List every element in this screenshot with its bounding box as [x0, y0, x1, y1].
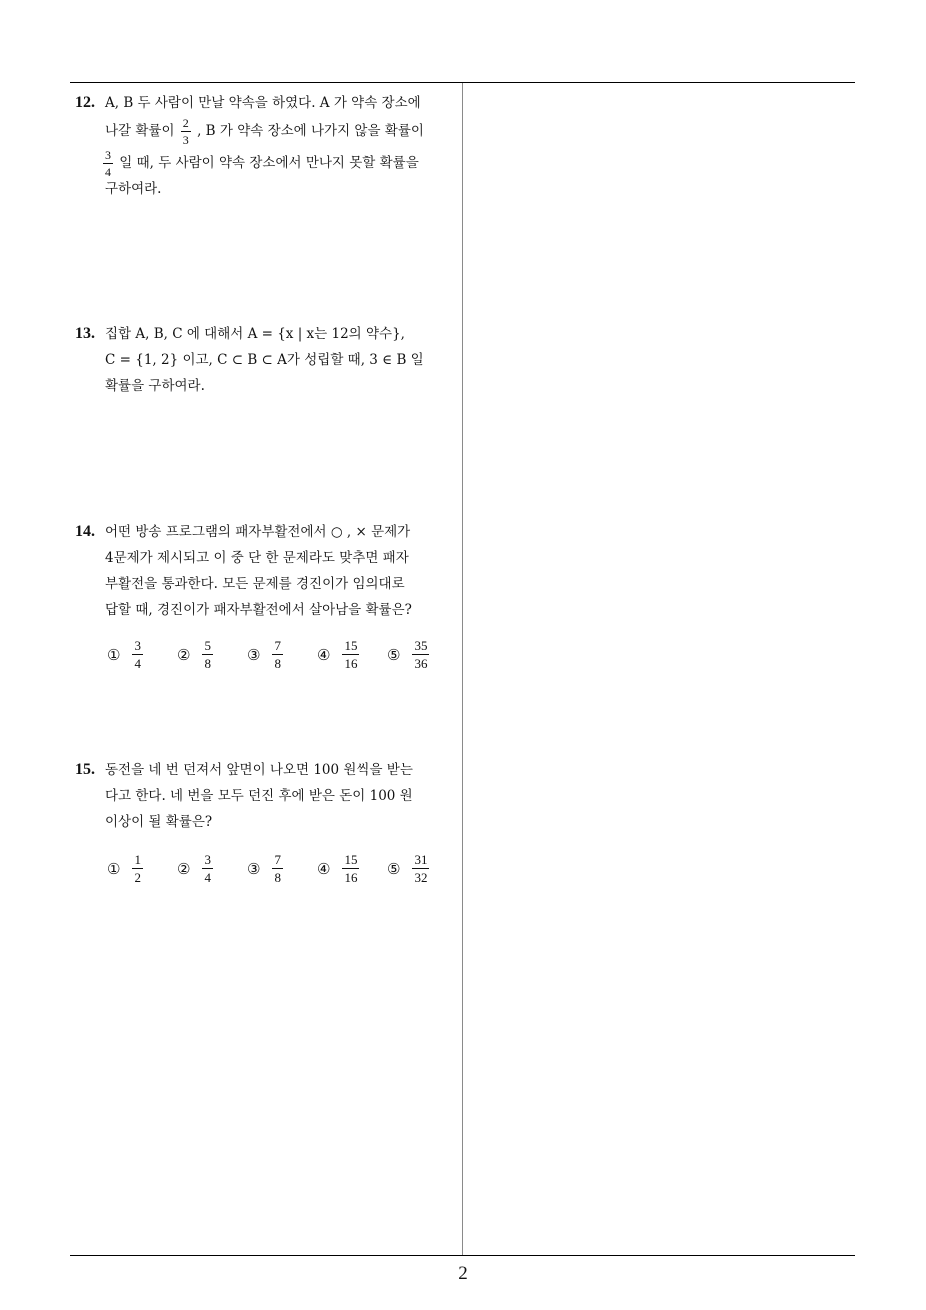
fraction-denominator: 16: [344, 656, 358, 671]
fraction: [342, 853, 359, 884]
fraction: [103, 149, 113, 178]
answer-choice-4[interactable]: [317, 639, 387, 670]
problem-text-line: C = {1, 2} 이고, C ⊂ B ⊂ A가 성립할 때, 3 ∈ B 일: [105, 352, 424, 368]
fraction-denominator: 4: [134, 656, 141, 671]
problem-text-line: 다고 한다. 네 번을 모두 던진 후에 받은 돈이 100 원: [105, 788, 413, 804]
choice-number-icon: ③: [247, 859, 261, 878]
fraction: [272, 853, 283, 884]
problem-text-line: 부활전을 통과한다. 모든 문제를 경진이가 임의대로: [105, 576, 405, 592]
fraction-numerator: 15: [344, 852, 358, 867]
page-number: 2: [458, 1263, 468, 1284]
answer-choice-5[interactable]: [387, 853, 457, 884]
answer-choice-3[interactable]: [247, 639, 317, 670]
fraction-numerator: 3: [134, 638, 141, 653]
fraction-denominator: 8: [204, 656, 211, 671]
problem-13: [75, 321, 457, 401]
fraction: [412, 639, 429, 670]
fraction-denominator: 4: [105, 165, 111, 179]
problem-number: 14.: [75, 523, 95, 540]
problem-text-line: A, B 두 사람이 만날 약속을 하였다. A 가 약속 장소에: [105, 95, 421, 111]
problem-text-line: [105, 116, 424, 146]
fraction-numerator: 5: [204, 638, 211, 653]
fraction-denominator: 4: [204, 870, 211, 885]
fraction: [132, 853, 143, 884]
choice-number-icon: ①: [107, 859, 121, 878]
fraction-denominator: 8: [274, 870, 281, 885]
answer-choice-1[interactable]: [107, 853, 177, 884]
fraction-numerator: 7: [274, 638, 281, 653]
problem-number: 12.: [75, 94, 95, 111]
choice-number-icon: ①: [107, 645, 121, 664]
problem-text-line: 답할 때, 경진이가 패자부활전에서 살아남을 확률은?: [105, 602, 412, 618]
fraction-numerator: 3: [204, 852, 211, 867]
fraction-numerator: 2: [182, 116, 189, 130]
problem-text-line: 동전을 네 번 던져서 앞면이 나오면 100 원씩을 받는: [105, 762, 413, 778]
problem-number: 15.: [75, 761, 95, 778]
answer-choices: [107, 853, 457, 884]
problem-12: [75, 90, 457, 210]
choice-number-icon: ④: [317, 645, 331, 664]
choice-number-icon: ④: [317, 859, 331, 878]
problem-text-line: 4문제가 제시되고 이 중 단 한 문제라도 맞추면 패자: [105, 550, 409, 566]
choice-number-icon: ②: [177, 645, 191, 664]
fraction: [181, 117, 191, 146]
choice-number-icon: ⑤: [387, 645, 401, 664]
fraction-denominator: 8: [274, 656, 281, 671]
fraction-denominator: 2: [134, 870, 141, 885]
column-divider: [462, 83, 463, 1256]
problem-text-line: 어떤 방송 프로그램의 패자부활전에서 ○ , × 문제가: [105, 524, 411, 540]
fraction-denominator: 3: [182, 133, 189, 147]
fraction-denominator: 32: [414, 870, 428, 885]
fraction-denominator: 36: [414, 656, 428, 671]
fraction-numerator: 15: [344, 638, 358, 653]
fraction-numerator: 3: [105, 148, 111, 162]
answer-choice-4[interactable]: [317, 853, 387, 884]
fraction: [202, 639, 213, 670]
text-segment: 나갈 확률이: [105, 123, 175, 139]
answer-choices: [107, 639, 457, 670]
answer-choice-3[interactable]: [247, 853, 317, 884]
problem-text-line: 이상이 될 확률은?: [105, 814, 213, 830]
choice-number-icon: ③: [247, 645, 261, 664]
choice-number-icon: ②: [177, 859, 191, 878]
fraction: [202, 853, 213, 884]
fraction: [132, 639, 143, 670]
fraction: [342, 639, 359, 670]
answer-choice-1[interactable]: [107, 639, 177, 670]
problem-number: 13.: [75, 325, 95, 342]
answer-choice-2[interactable]: [177, 853, 247, 884]
fraction-numerator: 1: [134, 852, 141, 867]
problem-text-line: 구하여라.: [105, 181, 162, 197]
fraction-numerator: 31: [414, 852, 428, 867]
answer-choice-5[interactable]: [387, 639, 457, 670]
fraction: [412, 853, 429, 884]
answer-choice-2[interactable]: [177, 639, 247, 670]
fraction-denominator: 16: [344, 870, 358, 885]
fraction-numerator: 7: [274, 852, 281, 867]
problem-15: [75, 757, 457, 897]
choice-number-icon: ⑤: [387, 859, 401, 878]
bottom-rule: [70, 1255, 855, 1256]
fraction-numerator: 35: [414, 638, 428, 653]
problem-text-line: [105, 148, 419, 178]
text-segment: , B 가 약속 장소에 나가지 않을 확률이: [197, 123, 424, 139]
problem-14: [75, 519, 457, 684]
text-segment: 일 때, 두 사람이 약속 장소에서 만나지 못할 확률을: [119, 155, 419, 171]
problem-text-line: 확률을 구하여라.: [105, 378, 205, 394]
fraction: [272, 639, 283, 670]
problem-text-line: 집합 A, B, C 에 대해서 A = {x | x는 12의 약수},: [105, 326, 405, 342]
